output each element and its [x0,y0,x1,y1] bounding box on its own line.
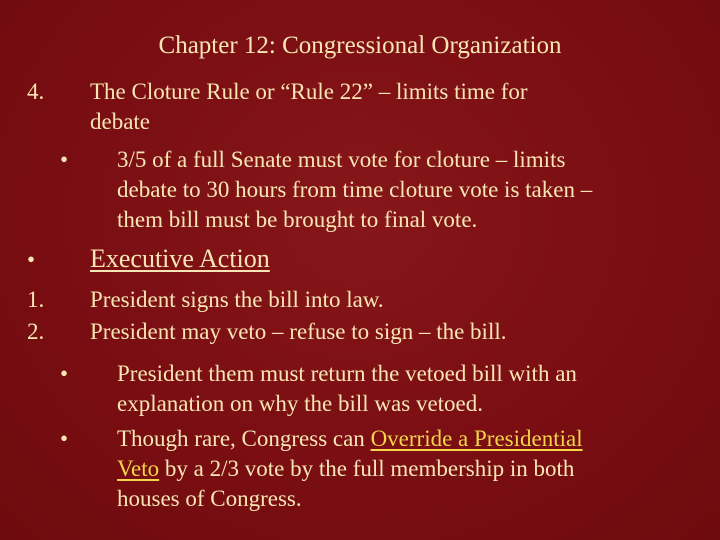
cloture-line-2: debate to 30 hours from time cloture vote is taken – [117,177,593,202]
item-2-number: 2. [27,319,45,344]
override-vote-text: by a 2/3 vote by the full membership in both [159,456,575,481]
slide-title: Chapter 12: Congressional Organization [158,32,562,59]
veto-bullet-2: • [60,426,69,451]
executive-bullet: • [27,247,36,272]
override-term-highlight: Override a Presidential [370,426,583,451]
veto-bullet-1-line-1: President them must return the vetoed bill with an [117,361,577,386]
cloture-line-1: 3/5 of a full Senate must vote for cloture – limits [117,147,566,172]
item-1-text: President signs the bill into law. [90,287,384,312]
item-2-text: President may veto – refuse to sign – the bill. [90,319,507,344]
item-4-line-1: The Cloture Rule or “Rule 22” – limits time for [90,79,528,104]
item-1-number: 1. [27,287,45,312]
item-4-line-2: debate [90,109,151,134]
cloture-line-3: them bill must be brought to final vote. [117,207,478,232]
item-4-number: 4. [27,79,45,104]
cloture-bullet: • [60,147,69,172]
veto-bullet-1: • [60,361,69,386]
veto-bullet-2-line-2 [117,454,574,484]
veto-bullet-2-line-1 [117,424,583,454]
veto-term-highlight: Veto [117,456,160,481]
executive-action-heading: Executive Action [90,244,270,273]
veto-bullet-2-line-3: houses of Congress. [117,486,302,511]
veto-bullet-1-line-2: explanation on why the bill was vetoed. [117,391,484,416]
override-intro-text: Though rare, Congress can [117,426,371,451]
